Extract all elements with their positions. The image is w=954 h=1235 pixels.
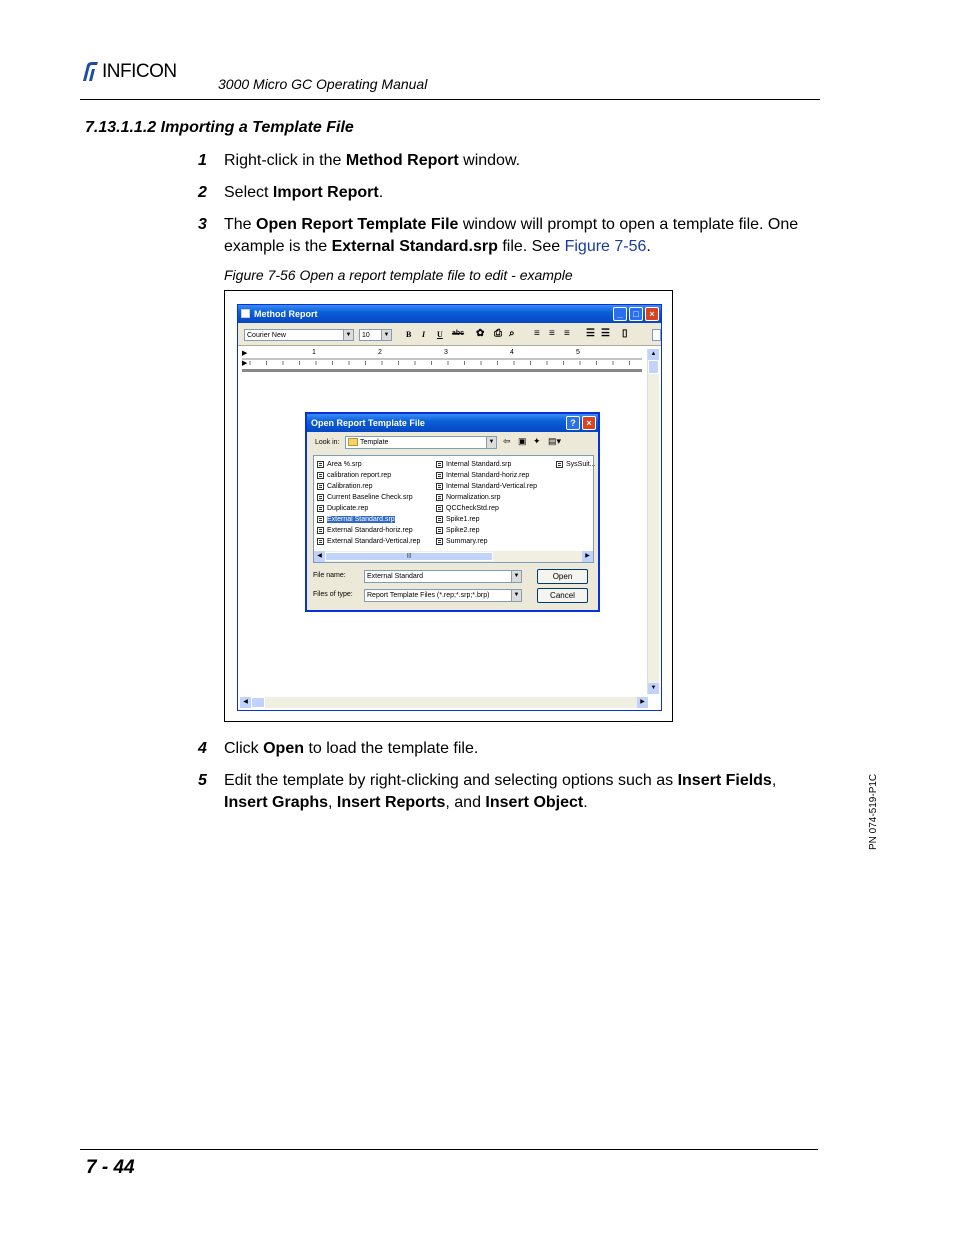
report-file-icon xyxy=(436,461,443,468)
list-item[interactable] xyxy=(317,503,368,513)
list-item[interactable] xyxy=(317,470,391,480)
ruler-mark: 1 xyxy=(312,349,316,356)
method-report-window xyxy=(237,304,662,711)
ruler-mark: 2 xyxy=(378,349,382,356)
report-file-icon xyxy=(317,527,324,534)
report-file-icon xyxy=(436,538,443,545)
step-number: 5 xyxy=(198,772,207,789)
text: Click xyxy=(224,740,264,757)
list-item[interactable] xyxy=(317,481,373,491)
list-item[interactable] xyxy=(436,525,479,535)
ruler-indent-marker-icon[interactable]: ▶ xyxy=(242,350,248,357)
list-item-selected[interactable] xyxy=(317,514,395,524)
list-item[interactable] xyxy=(317,536,420,546)
folder-icon xyxy=(348,438,358,446)
report-file-icon xyxy=(436,527,443,534)
look-in-label: Look in: xyxy=(315,439,340,446)
ruler-mark: 3 xyxy=(444,349,448,356)
dialog-title: Open Report Template File xyxy=(311,418,425,428)
align-center-icon[interactable]: ≡ xyxy=(549,328,555,339)
chevron-down-icon: ▼ xyxy=(511,590,521,601)
text: . xyxy=(583,794,588,811)
footer-rule xyxy=(80,1149,818,1150)
file-name: calibration report.rep xyxy=(327,471,392,479)
vertical-scrollbar[interactable] xyxy=(647,349,659,694)
close-icon[interactable]: × xyxy=(582,416,596,430)
open-report-dialog xyxy=(305,412,600,612)
list-item[interactable] xyxy=(436,459,511,469)
file-name: Summary.rep xyxy=(446,537,488,545)
new-folder-icon[interactable]: ✦ xyxy=(533,436,541,446)
report-file-icon xyxy=(436,516,443,523)
cancel-button[interactable]: Cancel xyxy=(537,588,588,603)
list-item[interactable] xyxy=(436,503,499,513)
font-name-value: Courier New xyxy=(247,332,286,339)
file-name: External Standard-Vertical.rep xyxy=(327,537,421,545)
chevron-down-icon: ▼ xyxy=(486,437,496,448)
file-name: Area %.srp xyxy=(327,460,362,468)
header-rule xyxy=(80,99,820,100)
text: window will prompt to open a template file. One example is the xyxy=(224,216,799,255)
file-list-scrollbar[interactable] xyxy=(314,551,593,562)
font-name-select[interactable] xyxy=(244,329,354,341)
list-item[interactable] xyxy=(436,514,479,524)
brand-name: INFICON xyxy=(102,61,177,82)
ruler-mark: 5 xyxy=(576,349,580,356)
scroll-down-icon[interactable]: ▼ xyxy=(648,683,659,694)
back-arrow-icon[interactable]: ⇦ xyxy=(503,436,511,446)
ui-term: Insert Reports xyxy=(336,794,446,811)
step-number: 2 xyxy=(198,184,207,201)
file-name: Internal Standard.srp xyxy=(446,460,512,468)
file-name: External Standard.srp xyxy=(327,515,395,523)
help-icon[interactable]: ? xyxy=(566,416,580,430)
view-menu-icon[interactable]: ▤▾ xyxy=(548,436,562,446)
report-file-icon xyxy=(436,505,443,512)
files-of-type-label: Files of type: xyxy=(313,591,353,598)
file-name: Internal Standard-horiz.rep xyxy=(446,471,530,479)
text: . xyxy=(646,238,651,255)
scroll-up-icon[interactable]: ▲ xyxy=(648,349,659,360)
section-heading: 7.13.1.1.2 Importing a Template File xyxy=(85,119,354,136)
underline-icon[interactable]: U xyxy=(437,330,443,339)
italic-icon[interactable]: I xyxy=(422,330,426,339)
h-scroll-thumb[interactable]: ||| xyxy=(325,552,493,561)
text: , and xyxy=(445,794,486,811)
inficon-logo-mark-icon xyxy=(80,61,100,83)
file-name: Normalization.srp xyxy=(446,493,501,501)
color-palette-icon[interactable]: ✿ xyxy=(476,328,485,339)
print-icon[interactable]: ⎙ xyxy=(494,328,502,339)
text: to load the template file. xyxy=(304,740,479,757)
file-name-value: External Standard xyxy=(367,573,424,580)
look-in-value: Template xyxy=(360,439,389,446)
list-item[interactable] xyxy=(317,492,413,502)
ruler xyxy=(242,349,642,372)
files-of-type-value: Report Template Files (*.rep;*.srp;*.brp) xyxy=(367,592,490,599)
up-folder-icon[interactable]: ▣ xyxy=(518,436,527,446)
minimize-icon[interactable]: _ xyxy=(613,307,627,321)
file-name-label: File name: xyxy=(313,572,346,579)
look-in-select[interactable] xyxy=(345,436,497,449)
scroll-left-icon[interactable]: ◀ xyxy=(240,697,251,708)
step-text xyxy=(224,738,824,760)
scroll-right-icon[interactable]: ▶ xyxy=(582,551,593,562)
indent-icon[interactable]: ☰ xyxy=(601,328,610,339)
figure-link[interactable]: Figure 7-56 xyxy=(564,238,647,255)
report-file-icon xyxy=(436,483,443,490)
align-right-icon[interactable]: ≡ xyxy=(564,328,570,339)
ui-term: Open xyxy=(263,740,304,757)
horizontal-scrollbar[interactable] xyxy=(240,697,648,708)
chevron-down-icon: ▼ xyxy=(511,571,521,582)
list-item[interactable] xyxy=(436,470,529,480)
toolbar-overflow[interactable] xyxy=(652,329,661,341)
report-file-icon xyxy=(556,461,563,468)
scroll-right-icon[interactable]: ▶ xyxy=(637,697,648,708)
list-item[interactable] xyxy=(436,481,537,491)
files-of-type-select[interactable] xyxy=(364,589,522,602)
ui-term: Method Report xyxy=(345,152,459,169)
ui-term: Insert Fields xyxy=(677,772,772,789)
step-text xyxy=(224,214,814,258)
report-file-icon xyxy=(436,472,443,479)
report-file-icon xyxy=(317,461,324,468)
scroll-left-icon[interactable]: ◀ xyxy=(314,551,325,562)
format-toolbar xyxy=(238,323,661,346)
list-item[interactable] xyxy=(317,459,362,469)
maximize-icon[interactable]: □ xyxy=(629,307,643,321)
print-preview-icon[interactable]: ⌕ xyxy=(509,328,515,339)
text: Edit the template by right-clicking and selecting options such as xyxy=(224,772,678,789)
file-name: SysSuit... xyxy=(566,460,596,468)
report-file-icon xyxy=(317,505,324,512)
ruler-left-marker-icon[interactable]: ▶ xyxy=(242,360,248,367)
inficon-logo xyxy=(80,60,177,84)
list-item[interactable] xyxy=(556,459,596,469)
step-number: 1 xyxy=(198,152,207,169)
file-name-input[interactable] xyxy=(364,570,522,583)
file-name: External Standard-horiz.rep xyxy=(327,526,413,534)
ui-term: Open Report Template File xyxy=(256,216,459,233)
close-icon[interactable]: × xyxy=(645,307,659,321)
h-scroll-thumb[interactable] xyxy=(251,697,265,708)
file-list xyxy=(313,455,594,563)
align-left-icon[interactable]: ≡ xyxy=(534,328,540,339)
text: . xyxy=(378,184,384,201)
file-name: Duplicate.rep xyxy=(327,504,369,512)
file-name: Internal Standard-Vertical.rep xyxy=(446,482,538,490)
file-name: Spike1.rep xyxy=(446,515,480,523)
step-number: 4 xyxy=(198,740,207,757)
list-item[interactable] xyxy=(436,536,488,546)
ui-term: Insert Object xyxy=(485,794,584,811)
file-name: Spike2.rep xyxy=(446,526,480,534)
ruler-ticks xyxy=(242,349,642,369)
ruler-mark: 4 xyxy=(510,349,514,356)
step-text xyxy=(224,770,819,814)
report-file-icon xyxy=(317,483,324,490)
text: Right-click in the xyxy=(224,152,346,169)
step-number: 3 xyxy=(198,216,207,233)
method-report-titlebar xyxy=(238,305,661,323)
file-name: Calibration.rep xyxy=(327,482,373,490)
chevron-down-icon: ▼ xyxy=(381,330,391,340)
list-item[interactable] xyxy=(436,492,500,502)
window-icon xyxy=(241,309,250,318)
text: , xyxy=(771,772,777,789)
bullets-icon[interactable]: ☰ xyxy=(586,328,595,339)
file-name: Current Baseline Check.srp xyxy=(327,493,413,501)
list-item[interactable] xyxy=(317,525,413,535)
report-file-icon xyxy=(436,494,443,501)
bold-icon[interactable]: B xyxy=(406,330,412,339)
part-number: PN 074-519-P1C xyxy=(868,773,879,850)
font-size-value: 10 xyxy=(362,332,370,339)
strikethrough-icon[interactable]: abc xyxy=(452,330,465,337)
file-name-term: External Standard.srp xyxy=(331,238,498,255)
page-number: 7 - 44 xyxy=(86,1157,135,1178)
figure-caption: Figure 7-56 Open a report template file to edit - example xyxy=(224,267,573,283)
ui-term: Import Report xyxy=(272,184,379,201)
manual-title: 3000 Micro GC Operating Manual xyxy=(218,76,428,92)
method-report-title: Method Report xyxy=(254,309,318,319)
page-icon[interactable]: ▯ xyxy=(622,328,628,339)
report-file-icon xyxy=(317,516,324,523)
chevron-down-icon: ▼ xyxy=(343,330,353,340)
report-file-icon xyxy=(317,494,324,501)
text: The xyxy=(224,216,257,233)
ui-term: Insert Graphs xyxy=(224,794,329,811)
dialog-titlebar xyxy=(307,414,598,432)
figure-frame xyxy=(224,290,673,722)
text: , xyxy=(328,794,337,811)
step-text xyxy=(224,182,824,204)
report-file-icon xyxy=(317,538,324,545)
text: Select xyxy=(224,184,273,201)
font-size-select[interactable] xyxy=(359,329,392,341)
scroll-thumb[interactable] xyxy=(648,360,659,374)
text: file. See xyxy=(497,238,565,255)
text: window. xyxy=(458,152,521,169)
step-text xyxy=(224,150,824,172)
open-button[interactable]: Open xyxy=(537,569,588,584)
report-file-icon xyxy=(317,472,324,479)
file-name: QCCheckStd.rep xyxy=(446,504,499,512)
